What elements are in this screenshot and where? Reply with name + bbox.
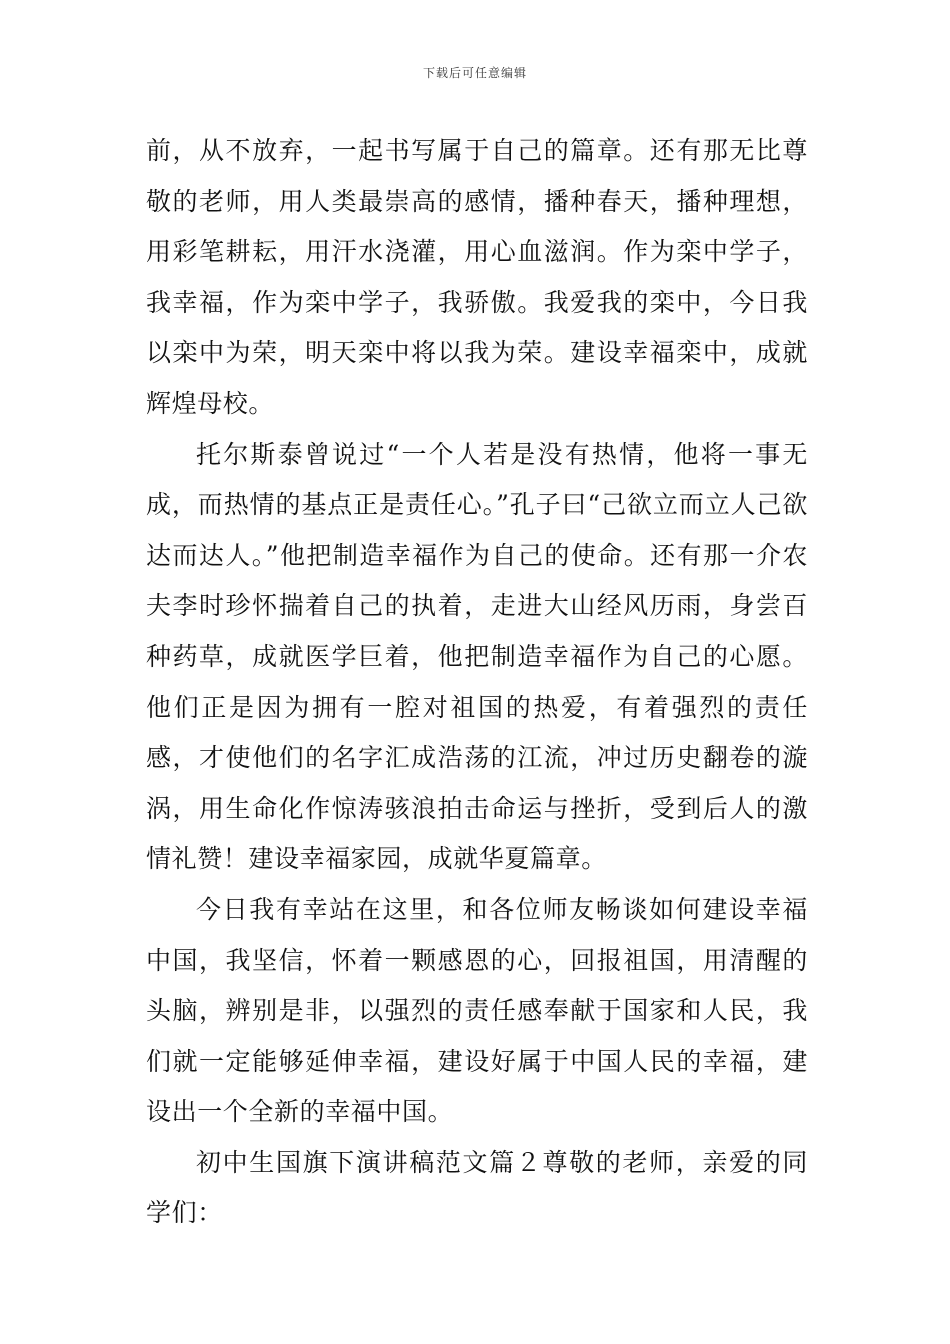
page-header-note: 下载后可任意编辑 — [422, 66, 527, 80]
document-body — [146, 126, 808, 1239]
paragraph-continuation: 前，从不放弃，一起书写属于自己的篇章。还有那无比尊敬的老师，用人类最崇高的感情，播种春天，播种理想，用彩笔耕耘，用汗水浇灌，用心血滋润。作为栾中学子，我幸福，作为栾中学子，我骄傲。我爱我的栾中，今日我以栾中为荣，明天栾中将以我为荣。建设幸福栾中，成就辉煌母校。 — [146, 136, 808, 418]
paragraph-tolstoy: 托尔斯泰曾说过“一个人若是没有热情，他将一事无成，而热情的基点正是责任心。”孔子曰“己欲立而立人己欲达而达人。”他把制造幸福作为自己的使命。还有那一介农夫李时珍怀揣着自己的执着，走进大山经风历雨，身尝百种药草，成就医学巨着，他把制造幸福作为自己的心愿。他们正是因为拥有一腔对祖国的热爱，有着强烈的责任感，才使他们的名字汇成浩荡的江流，冲过历史翻卷的漩涡，用生命化作惊涛骇浪拍击命运与挫折，受到后人的激情礼赞！建设幸福家园，成就华夏篇章。 — [146, 439, 808, 874]
paragraph-happy-china: 今日我有幸站在这里，和各位师友畅谈如何建设幸福中国，我坚信，怀着一颗感恩的心，回报祖国，用清醒的头脑，辨别是非，以强烈的责任感奉献于国家和人民，我们就一定能够延伸幸福，建设好属于中国人民的幸福，建设出一个全新的幸福中国。 — [146, 894, 808, 1127]
paragraph-speech-2-opening: 初中生国旗下演讲稿范文篇２尊敬的老师，亲爱的同学们： — [146, 1147, 808, 1228]
